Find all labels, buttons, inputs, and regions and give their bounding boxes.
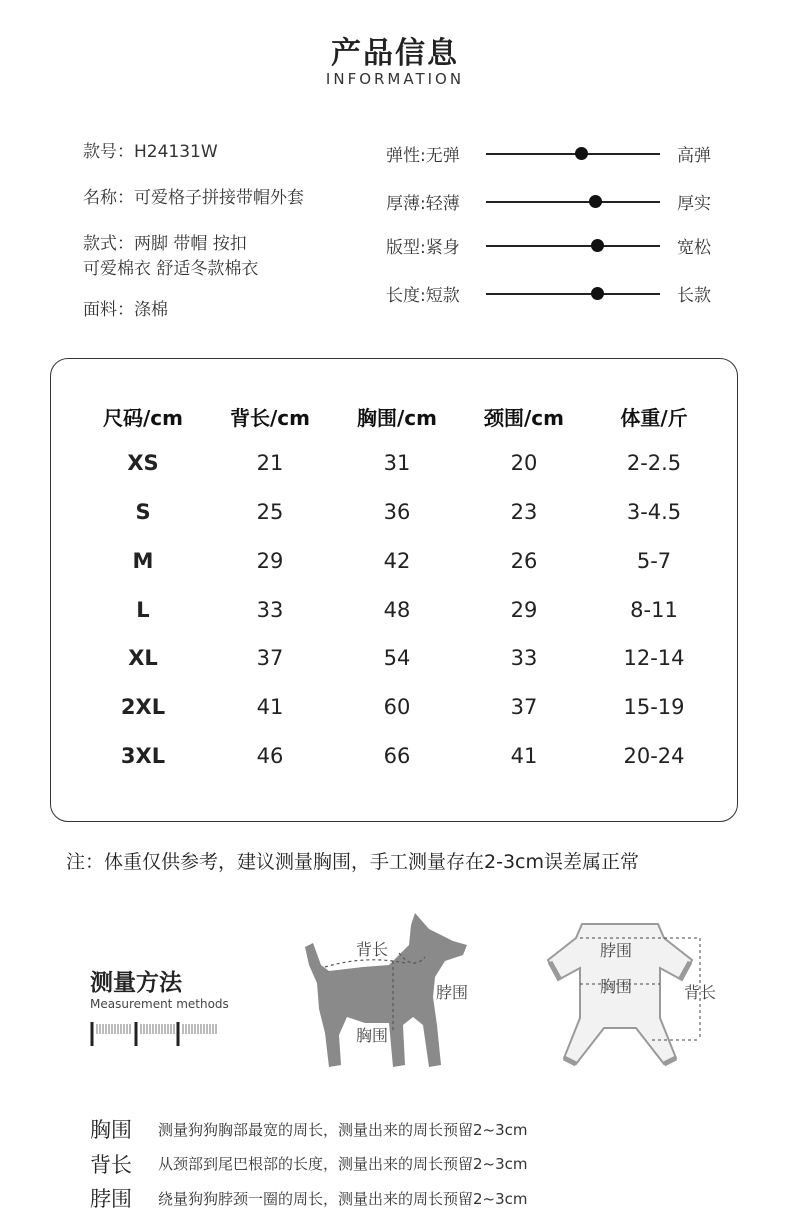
garment-label-back: 背长 (684, 983, 717, 1002)
definition-text: 测量狗狗胸部最宽的周长，测量出来的周长预留2~3cm (158, 1121, 528, 1139)
style-line-1: 款式：两脚 带帽 按扣 (83, 234, 247, 254)
cell-weight: 8-11 (630, 598, 678, 622)
attr-dot-length (591, 287, 604, 300)
definition-text: 从颈部到尾巴根部的长度，测量出来的周长预留2~3cm (158, 1155, 528, 1173)
page-title: 产品信息 (331, 36, 459, 71)
header-size: 尺码/cm (103, 406, 183, 430)
attr-track-length (486, 293, 660, 295)
definition-term: 脖围 (90, 1187, 132, 1211)
cell-back: 46 (256, 744, 284, 768)
attr-track-elasticity (486, 153, 660, 155)
cell-weight: 15-19 (623, 695, 685, 719)
cell-weight: 12-14 (623, 646, 685, 670)
cell-size: 2XL (120, 695, 166, 719)
attr-label-elasticity: 弹性:无弹 (386, 146, 460, 166)
cell-size: XS (127, 451, 159, 475)
cell-neck: 37 (510, 695, 538, 719)
cell-chest: 54 (383, 646, 411, 670)
attr-right-elasticity: 高弹 (677, 146, 711, 166)
dog-label-back: 背长 (356, 940, 389, 959)
attr-right-thickness: 厚实 (677, 194, 711, 214)
header-neck: 颈围/cm (484, 406, 564, 430)
weight-note: 注：体重仅供参考，建议测量胸围，手工测量存在2-3cm误差属正常 (66, 851, 639, 873)
cell-size: XL (128, 646, 158, 670)
cell-chest: 36 (383, 500, 411, 524)
attr-label-length: 长度:短款 (386, 286, 460, 306)
garment-label-chest: 胸围 (600, 977, 633, 996)
cell-neck: 23 (510, 500, 538, 524)
cell-neck: 41 (510, 744, 538, 768)
fabric: 面料：涤棉 (83, 300, 168, 320)
header-chest: 胸围/cm (357, 406, 437, 430)
ruler-icon (90, 1020, 220, 1050)
dog-label-neck: 脖围 (436, 983, 469, 1002)
attr-track-fit (486, 245, 660, 247)
cell-chest: 60 (383, 695, 411, 719)
cell-weight: 5-7 (636, 549, 672, 573)
cell-size: 3XL (120, 744, 166, 768)
attr-dot-fit (591, 239, 604, 252)
cell-chest: 66 (383, 744, 411, 768)
cell-chest: 48 (383, 598, 411, 622)
cell-back: 41 (256, 695, 284, 719)
attr-dot-elasticity (575, 147, 588, 160)
cell-size: S (135, 500, 151, 524)
cell-neck: 20 (510, 451, 538, 475)
attr-label-thickness: 厚薄:轻薄 (386, 194, 460, 214)
cell-back: 37 (256, 646, 284, 670)
model-number: 款号：H24131W (83, 142, 218, 162)
cell-back: 29 (256, 549, 284, 573)
cell-size: L (136, 598, 150, 622)
cell-neck: 29 (510, 598, 538, 622)
attr-right-length: 长款 (677, 286, 711, 306)
cell-back: 33 (256, 598, 284, 622)
measurement-title: 测量方法 (90, 970, 182, 996)
attr-right-fit: 宽松 (677, 238, 711, 258)
cell-neck: 26 (510, 549, 538, 573)
cell-back: 21 (256, 451, 284, 475)
garment-label-neck: 脖围 (600, 941, 633, 960)
attr-track-thickness (486, 201, 660, 203)
definition-term: 背长 (90, 1153, 132, 1177)
cell-size: M (132, 549, 154, 573)
page-subtitle: INFORMATION (325, 70, 465, 88)
dog-label-chest: 胸围 (356, 1026, 389, 1045)
definition-term: 胸围 (90, 1118, 132, 1142)
cell-weight: 2-2.5 (626, 451, 682, 475)
style-line-2: 可爱棉衣 舒适冬款棉衣 (83, 259, 259, 279)
cell-back: 25 (256, 500, 284, 524)
cell-chest: 42 (383, 549, 411, 573)
attr-dot-thickness (589, 195, 602, 208)
product-name: 名称：可爱格子拼接带帽外套 (83, 188, 304, 208)
cell-chest: 31 (383, 451, 411, 475)
definition-text: 绕量狗狗脖颈一圈的周长，测量出来的周长预留2~3cm (158, 1190, 528, 1208)
header-back-length: 背长/cm (230, 406, 310, 430)
cell-neck: 33 (510, 646, 538, 670)
measurement-subtitle: Measurement methods (90, 997, 229, 1011)
header-weight: 体重/斤 (620, 406, 688, 430)
cell-weight: 3-4.5 (626, 500, 682, 524)
attr-label-fit: 版型:紧身 (386, 238, 460, 258)
cell-weight: 20-24 (623, 744, 685, 768)
